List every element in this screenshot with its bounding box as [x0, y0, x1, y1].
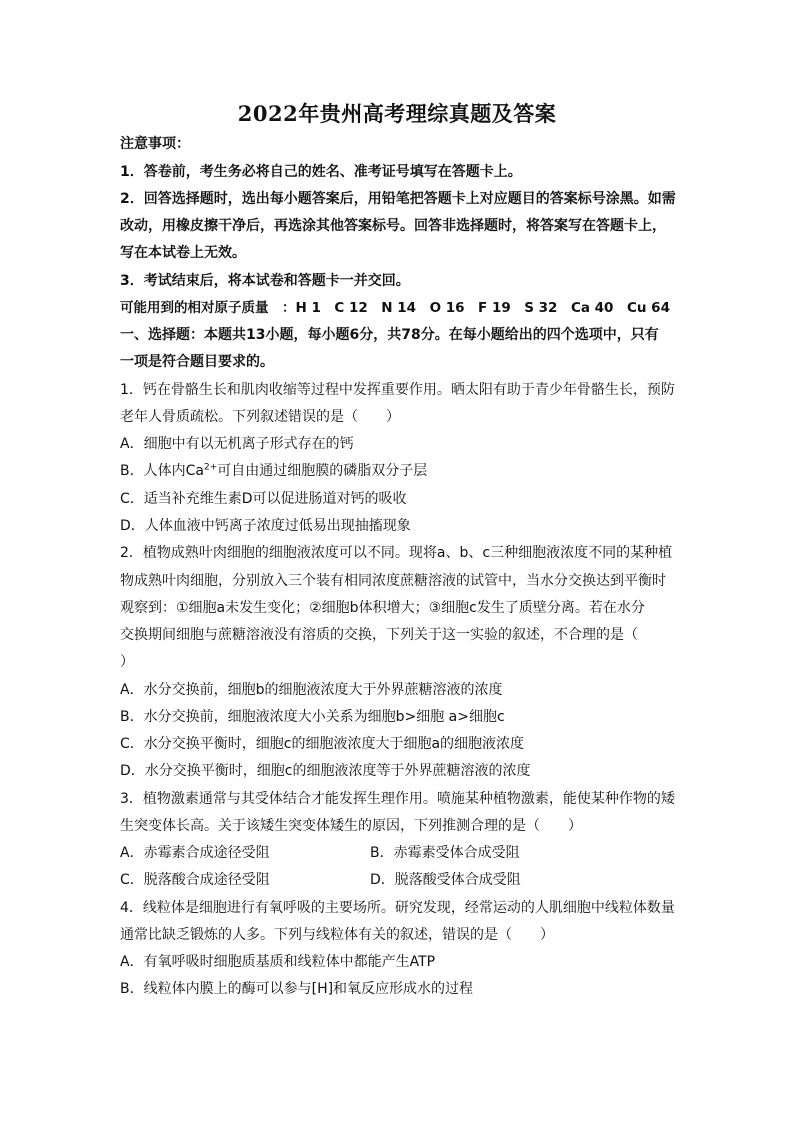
- section-heading-line-1: 一、选择题：本题共13小题，每小题6分，共78分。在每小题给出的四个选项中，只有: [120, 327, 659, 343]
- q2-option-c: C．水分交换平衡时，细胞c的细胞液浓度大于细胞a的细胞液浓度: [120, 736, 525, 752]
- notice-item-3: 3．考试结束后，将本试卷和答题卡一并交回。: [120, 273, 410, 289]
- q1-option-c: C．适当补充维生素D可以促进肠道对钙的吸收: [120, 491, 407, 507]
- notice-item-2-line-1: 2．回答选择题时，选出每小题答案后，用铅笔把答题卡上对应题目的答案标号涂黑。如需: [120, 191, 676, 207]
- q4-stem-line-1: 4．线粒体是细胞进行有氧呼吸的主要场所。研究发现，经常运动的人肌细胞中线粒体数量: [120, 900, 675, 916]
- atomic-mass-line: 可能用到的相对原子质量 ：H 1 C 12 N 14 O 16 F 19 S 32 Ca 40 Cu 64: [120, 300, 670, 316]
- q4-stem-line-2: 通常比缺乏锻炼的人多。下列与线粒体有关的叙述，错误的是（ ）: [120, 927, 554, 943]
- q2-stem-line-3: 观察到：①细胞a未发生变化；②细胞b体积增大；③细胞c发生了质壁分离。若在水分: [120, 600, 645, 616]
- q1-option-b-post: 可自由通过细胞膜的磷脂双分子层: [217, 463, 428, 479]
- q3-option-a: A．赤霉素合成途径受阻: [120, 845, 270, 861]
- q3-stem-line-2: 生突变体长高。关于该矮生突变体矮生的原因，下列推测合理的是（ ）: [120, 818, 582, 834]
- q4-option-b: B．线粒体内膜上的酶可以参与[H]和氧反应形成水的过程: [120, 981, 474, 997]
- q3-options-row-1: [120, 843, 520, 863]
- q1-option-b-pre: B．人体内Ca: [120, 463, 204, 479]
- q1-option-b: [120, 461, 427, 481]
- notice-item-2-line-2: 改动，用橡皮擦干净后，再选涂其他答案标号。回答非选择题时，将答案写在答题卡上，: [120, 218, 666, 234]
- q1-option-a: A．细胞中有以无机离子形式存在的钙: [120, 436, 354, 452]
- q2-stem-line-4: 交换期间细胞与蔗糖溶液没有溶质的交换，下列关于这一实验的叙述，不合理的是（: [120, 627, 638, 643]
- q3-option-b: B．赤霉素受体合成受阻: [370, 845, 520, 861]
- q4-option-a: A．有氧呼吸时细胞质基质和线粒体中都能产生ATP: [120, 954, 436, 970]
- q1-option-b-charge: 2+: [203, 462, 218, 473]
- q2-stem-line-1: 2．植物成熟叶肉细胞的细胞液浓度可以不同。现将a、b、c三种细胞液浓度不同的某种植: [120, 545, 673, 561]
- notice-heading: 注意事项：: [120, 136, 190, 152]
- q3-option-c: C．脱落酸合成途径受阻: [120, 872, 270, 888]
- q3-option-d: D．脱落酸受体合成受阻: [370, 872, 521, 888]
- q2-stem-line-2: 物成熟叶肉细胞，分别放入三个装有相同浓度蔗糖溶液的试管中，当水分交换达到平衡时: [120, 573, 666, 589]
- notice-item-1: 1．答卷前，考生务必将自己的姓名、准考证号填写在答题卡上。: [120, 164, 522, 180]
- q1-option-d: D．人体血液中钙离子浓度过低易出现抽搐现象: [120, 518, 411, 534]
- q1-stem-line-2: 老年人骨质疏松。下列叙述错误的是（ ）: [120, 409, 400, 425]
- q1-stem-line-1: 1．钙在骨骼生长和肌肉收缩等过程中发挥重要作用。晒太阳有助于青少年骨骼生长，预防: [120, 382, 675, 398]
- page-title: 2022年贵州高考理综真题及答案: [237, 101, 557, 126]
- q3-options-row-2: [120, 870, 521, 890]
- q2-stem-line-5: ）: [120, 654, 134, 670]
- q2-option-b: B．水分交换前，细胞液浓度大小关系为细胞b>细胞 a>细胞c: [120, 709, 505, 725]
- notice-item-2-line-3: 写在本试卷上无效。: [120, 245, 246, 261]
- q2-option-d: D．水分交换平衡时，细胞c的细胞液浓度等于外界蔗糖溶液的浓度: [120, 763, 531, 779]
- q2-option-a: A．水分交换前，细胞b的细胞液浓度大于外界蔗糖溶液的浓度: [120, 682, 503, 698]
- q3-stem-line-1: 3．植物激素通常与其受体结合才能发挥生理作用。喷施某种植物激素，能使某种作物的矮: [120, 791, 675, 807]
- section-heading-line-2: 一项是符合题目要求的。: [120, 354, 274, 370]
